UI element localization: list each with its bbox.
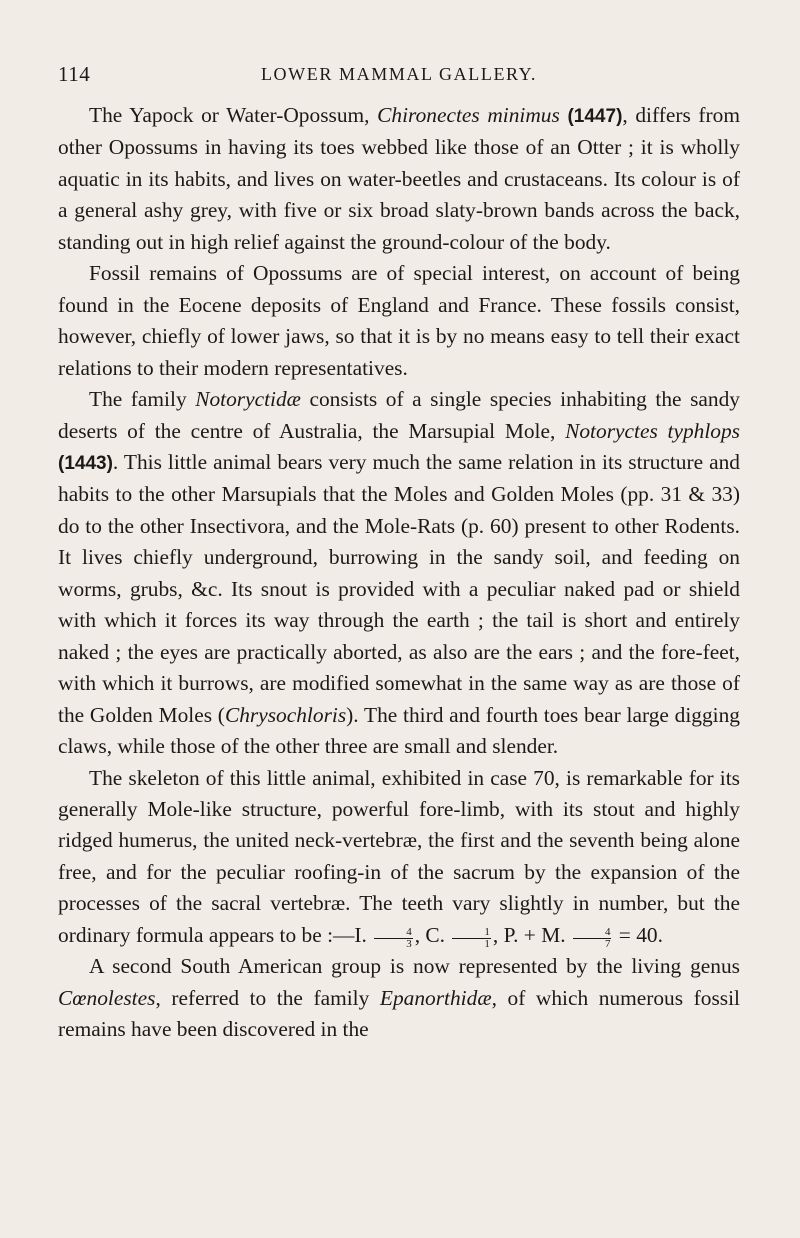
text-run: , C. [414, 922, 451, 947]
text-run: , referred to the family [155, 985, 380, 1010]
paragraph-notoryctidae [58, 384, 740, 762]
text-run: . This little animal bears very much the same relation in its structure and habits to the other Marsupials that the Moles and Golden Moles (pp. 31 & 33) do to the other Insectivora, and the Mole-Rats (p. 60) present to other Rodents. It lives chiefly underground, burrowing in the sandy soil, and feeding on worms, grubs, &c. Its snout is provided with a peculiar naked pad or shield with which it forces its way through the earth ; the tail is short and entirely naked ; the eyes are practically aborted, as also are the ears ; and the fore-feet, with which it burrows, are modified somewhat in the same way as are those of the Golden Moles ( [58, 449, 740, 727]
fraction-denominator: 3 [406, 937, 412, 950]
text-run: ). The third and fourth toes bear large digging claws, while those of the other three are small and slender. [58, 702, 741, 759]
fraction-numerator: 4 [374, 927, 413, 939]
dental-fraction-molars [573, 927, 612, 950]
family-name: Notoryctidæ [195, 387, 301, 412]
text-run: , differs from other Opossums in having its toes webbed like those of an Otter ; it is wholly aquatic in its habits, and lives on water-beetles and crustaceans. Its colour is of a general ashy grey, with five or six broad slaty-brown bands across the back, standing out in high relief against the ground-colour of the body. [58, 103, 740, 254]
paragraph-yapock [58, 100, 740, 258]
fraction-numerator: 4 [573, 927, 612, 939]
specimen-number: (1447) [567, 106, 623, 127]
paragraph-coenolestes [58, 951, 740, 1045]
text-run: The Yapock or Water-Opossum, [89, 103, 378, 127]
species-name: Chironectes minimus [377, 103, 560, 127]
text-run: = 40. [613, 922, 663, 947]
running-head: LOWER MAMMAL GALLERY. [260, 64, 538, 84]
family-name: Epanorthidæ [379, 985, 492, 1010]
dental-fraction-incisors [374, 927, 413, 950]
text-run: The family [89, 387, 196, 412]
genus-name: Chrysochloris [224, 702, 347, 727]
fraction-numerator: 1 [452, 927, 491, 939]
text-run: , of which numerous fossil remains have been discovered in the [58, 985, 740, 1042]
text-run: , P. + M. [492, 922, 571, 947]
page-header [58, 62, 740, 88]
text-run: A second South American group is now represented by the living genus [89, 954, 740, 979]
paragraph-fossil-opossums [58, 258, 740, 384]
body-text [58, 100, 740, 1046]
species-name: Notoryctes typhlops [565, 418, 741, 443]
fraction-denominator: 1 [484, 937, 490, 950]
page-number: 114 [58, 62, 91, 86]
paragraph-skeleton [58, 763, 740, 952]
specimen-number: (1443) [58, 452, 113, 474]
text-run: consists of a single species inhabiting the sandy deserts of the centre of Australia, the Marsupial Mole, [58, 387, 740, 443]
fraction-denominator: 7 [604, 937, 611, 950]
genus-name: Cœnolestes [58, 985, 156, 1010]
dental-fraction-canines [452, 927, 491, 950]
text-run: Fossil remains of Opossums are of special interest, on account of being found in the Eocene deposits of England and France. These fossils consist, however, chiefly of lower jaws, so that it is by no means easy to tell their exact relations to their modern representatives. [58, 261, 740, 380]
text-run: The skeleton of this little animal, exhibited in case 70, is remarkable for its generally Mole-like structure, powerful fore-limb, with its stout and highly ridged humerus, the united neck-vertebræ, the first and the seventh being alone free, and for the peculiar roofing-in of the sacrum by the expansion of the processes of the sacral vertebræ. The teeth vary slightly in number, but the ordinary formula appears to be :—I. [58, 765, 740, 947]
